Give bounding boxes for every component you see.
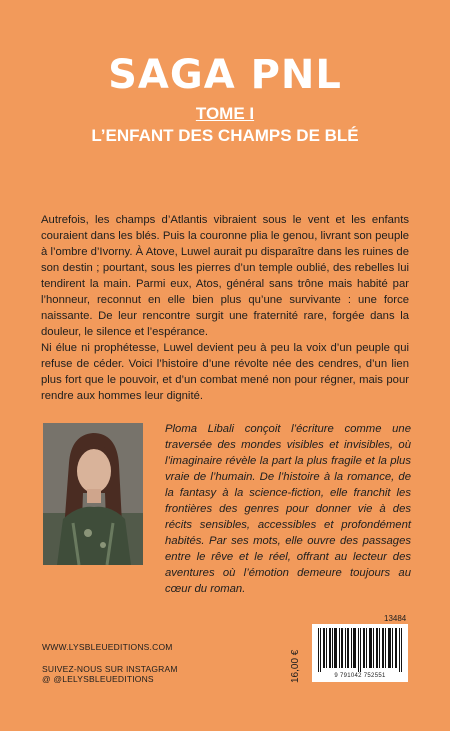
book-code: 13484 [384, 614, 407, 623]
barcode-icon [316, 628, 404, 672]
author-photo [43, 423, 143, 565]
book-subtitle: L’ENFANT DES CHAMPS DE BLÉ [91, 126, 359, 145]
publisher-website[interactable]: WWW.LYSBLEUEDITIONS.COM [42, 642, 173, 652]
book-price: 16,00 € [290, 649, 301, 683]
synopsis-paragraph-2: Ni élue ni prophétesse, Luwel devient peu à peu la voix d’un peuple qui refuse de céder. Voici l’histoire d’une révolte née des cendres, d’un lien plus fort que le pouvoir, et d’un combat mené non pour régner, mais pour rendre aux hommes leur dignité. [41, 342, 409, 402]
synopsis [41, 212, 409, 404]
isbn-number: 9 791042 752551 [334, 673, 386, 679]
tome-label: TOME I [195, 104, 255, 123]
barcode [312, 624, 408, 682]
author-portrait-icon [43, 423, 143, 565]
instagram-label: SUIVEZ-NOUS SUR INSTAGRAM [42, 664, 178, 674]
author-bio: Ploma Libali conçoit l’écriture comme une traversée des mondes visibles et invisibles, où l’imaginaire révèle la part la plus fragile et la plus vraie de l’humain. De l’histoire à la romance, de la fantasy à la science-fiction, elle franchit les frontières des genres pour donner vie à des récits sensibles, accessibles et profondément habités. Par ses mots, elle ouvre des passages entre le rêve et le réel, offrant au lecteur des aventures où l’émotion demeure toujours au cœur du roman. [165, 423, 411, 595]
book-title: SAGA PNL [108, 52, 342, 98]
instagram-handle[interactable]: @ @LELYSBLEUEDITIONS [42, 674, 154, 684]
synopsis-paragraph-1: Autrefois, les champs d’Atlantis vibraient sous le vent et les enfants couraient dans les blés. Puis la couronne plia le genou, livrant son peuple à l’ombre d’Ivorny. À Atove, Luwel aurait pu disparaître dans les ruines de son destin ; pourtant, sous les pierres d’un temple oublié, des rebelles lui tendirent la main. Parmi eux, Atos, général sans trône mais habité par l’honneur, reconnut en elle bien plus qu’une survivante : une force naissante. De leur rencontre surgit une fraternité rare, forgée dans la douleur, le silence et l’espérance. [41, 214, 410, 338]
